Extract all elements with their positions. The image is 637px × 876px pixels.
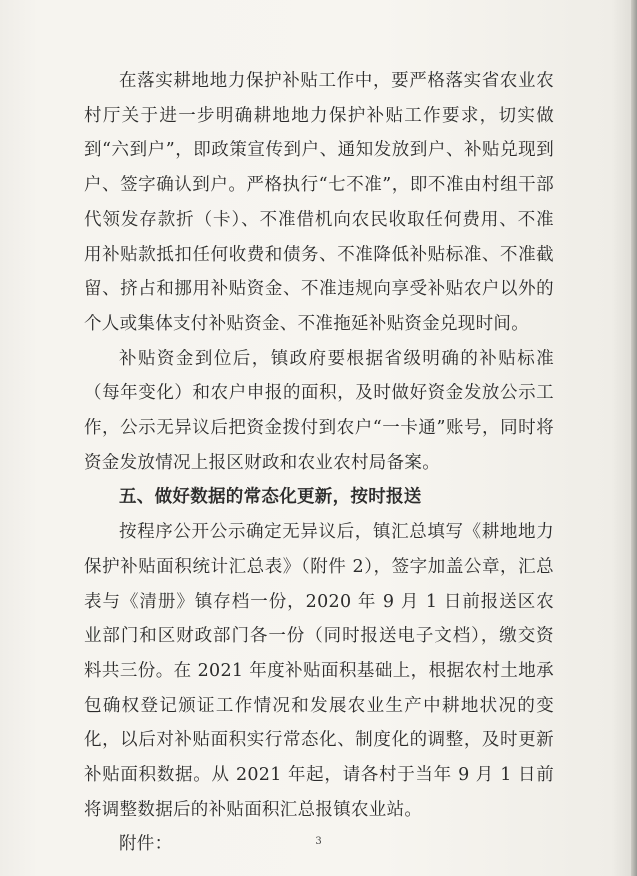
document-body — [84, 64, 554, 862]
section-heading: 五、做好数据的常态化更新，按时报送 — [119, 487, 422, 508]
paragraph-data-update: 按程序公开公示确定无异议后，镇汇总填写《耕地地力保护补贴面积统计汇总表》（附件 2），签字加盖公章，汇总表与《清册》镇存档一份，2020 年 9 月 1 日前报送区农业部门和区财政部门各一份（同时报送电子文档），缴交资料共三份。在 2021 年度补贴面积基础上，根据农村土地承包确权登记颁证工作情况和发展农业生产中耕地状况的变化，以后对补贴面积实行常态化、制度化的调整，及时更新补贴面积数据。从 2021 年起，请各村于当年 9 月 1 日前将调整数据后的补贴面积汇总报镇农业站。 — [84, 522, 554, 820]
paragraph-fund-disbursement: 补贴资金到位后，镇政府要根据省级明确的补贴标准（每年变化）和农户申报的面积，及时做好资金发放公示工作，公示无异议后把资金拨付到农户“一卡通”账号，同时将资金发放情况上报区财政和农业农村局备案。 — [84, 348, 554, 473]
attachment-label: 附件： — [119, 834, 173, 855]
page-number: 3 — [315, 836, 322, 847]
paragraph-subsidy-requirements: 在落实耕地地力保护补贴工作中，要严格落实省农业农村厅关于进一步明确耕地地力保护补贴工作要求，切实做到“六到户”，即政策宣传到户、通知发放到户、补贴兑现到户、签字确认到户。严格执行“七不准”，即不准由村组干部代领发存款折（卡）、不准借机向农民收取任何费用、不准用补贴款抵扣任何收费和债务、不准降低补贴标准、不准截留、挤占和挪用补贴资金、不准违规向享受补贴农户以外的个人或集体支付补贴资金、不准拖延补贴资金兑现时间。 — [84, 71, 554, 334]
page-edge-shadow — [631, 0, 637, 876]
